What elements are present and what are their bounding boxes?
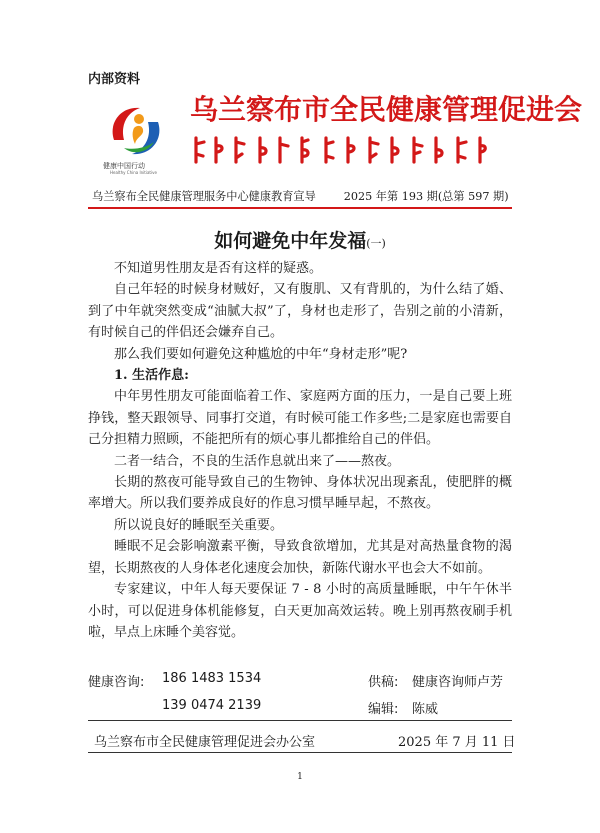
internal-label: 内部资料 [88, 72, 141, 87]
page-number: 1 [297, 772, 303, 782]
article-body [88, 258, 512, 643]
paragraph: 二者一结合，不良的生活作息就出来了——熬夜。 [114, 453, 401, 469]
section-heading: 1. 生活作息: [114, 368, 189, 384]
consult-label: 健康咨询: [88, 675, 145, 690]
article-title-text: 如何避免中年发福 [214, 230, 367, 252]
header-divider [88, 207, 512, 209]
paragraph: 所以说良好的睡眠至关重要。 [114, 517, 284, 533]
paragraph: 长期的熬夜可能导致自己的生物钟、身体状况出现紊乱，使肥胖的概率增大。所以我们要养成良好的作息习惯早睡早起，不熬夜。 [88, 475, 512, 512]
organization-title: 乌兰察布市全民健康管理促进会 [190, 93, 583, 126]
paragraph: 专家建议，中年人每天要保证 7 - 8 小时的高质量睡眠，中午午休半小时，可以促进身体机能修复，白天更加高效运转。晚上别再熬夜刷手机啦，早点上床睡个美容觉。 [88, 582, 512, 640]
paragraph: 中年男性朋友可能面临着工作、家庭两方面的压力，一是自己要上班挣钱，整天跟领导、同事打交道，有时候可能工作多些;二是家庭也需要自己分担精力照顾，不能把所有的烦心事儿都推给自己的伴侣。 [88, 389, 512, 448]
consult-phone-2: 139 0474 2139 [162, 698, 262, 713]
footer-divider-bottom [88, 752, 512, 753]
paragraph: 睡眠不足会影响激素平衡，导致食欲增加，尤其是对高热量食物的渴望，长期熬夜的人身体老化速度会加快，新陈代谢水平也会大不如前。 [88, 539, 512, 576]
consult-phone-1: 186 1483 1534 [162, 671, 262, 686]
article-part: (一) [366, 237, 386, 250]
logo-caption: 健康中国行动 [103, 162, 145, 170]
issuer: 乌兰察布全民健康管理服务中心健康教育宣导 [92, 190, 316, 203]
logo-figure [133, 126, 144, 144]
footer-organization: 乌兰察布市全民健康管理促进会办公室 [94, 735, 316, 750]
paragraph: 自己年轻的时候身材贼好，又有腹肌、又有背肌的，为什么结了婚、到了中年就突然变成“油腻大叔”了，身材也走形了，告别之前的小清新，有时候自己的伴侣还会嫌弃自己。 [88, 282, 512, 341]
contributor-name: 健康咨询师卢芳 [412, 675, 504, 690]
logo-orange-dot [134, 114, 144, 124]
footer-date: 2025 年 7 月 11 日 [398, 735, 516, 750]
contributor-label: 供稿: [368, 675, 399, 690]
logo-subcaption: Healthy China Initiative [110, 170, 157, 175]
editor-name: 陈威 [412, 702, 439, 717]
issue-number: 2025 年第 193 期(总第 597 期) [343, 190, 509, 203]
issue-line [92, 188, 509, 204]
paragraph: 不知道男性朋友是否有这样的疑惑。 [114, 261, 323, 276]
paragraph: 那么我们要如何避免这种尴尬的中年“身材走形”呢? [114, 346, 408, 362]
editor-label: 编辑: [368, 702, 399, 717]
health-china-logo [106, 100, 164, 160]
article-title [0, 226, 600, 253]
footer-divider-top [88, 720, 512, 721]
mongolian-script-title [190, 132, 490, 168]
